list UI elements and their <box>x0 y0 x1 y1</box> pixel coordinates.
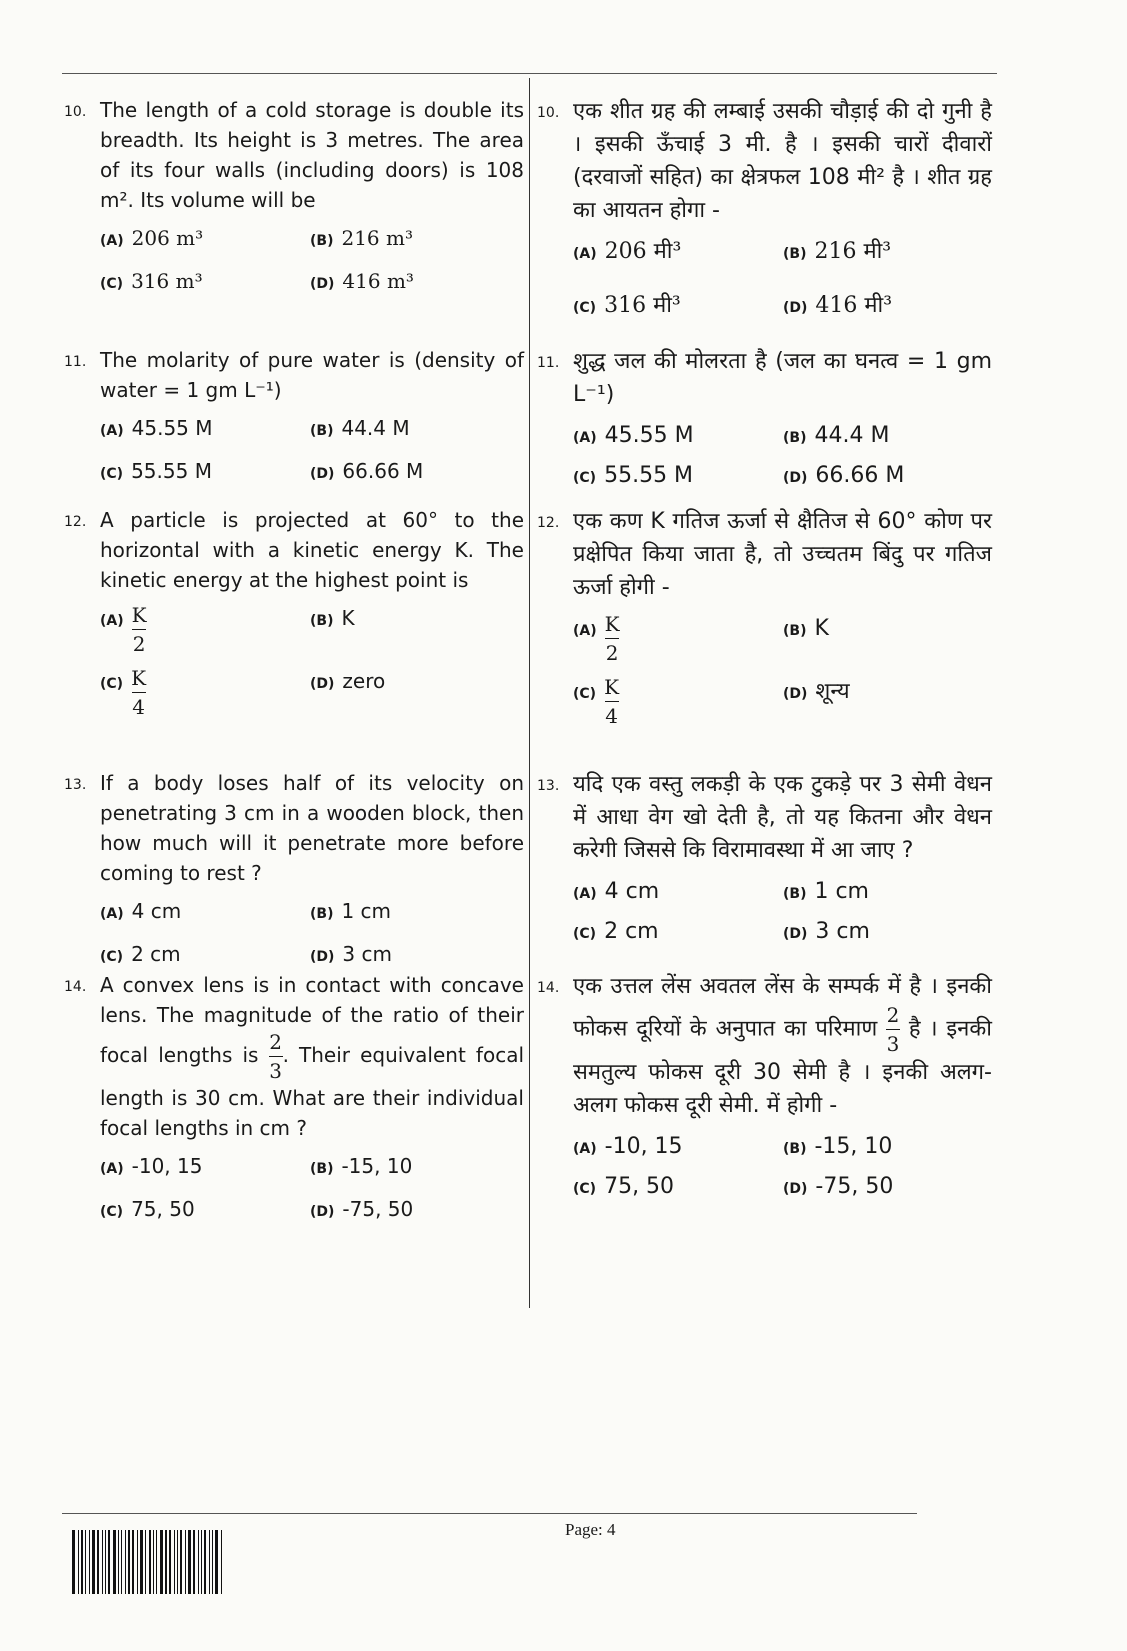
barcode-stripe <box>215 1530 218 1594</box>
barcode-stripe <box>102 1530 103 1594</box>
barcode-stripe <box>156 1530 157 1594</box>
barcode-stripe <box>108 1530 110 1594</box>
question-text: The molarity of pure water is (density of water = 1 gm L⁻¹) <box>100 348 524 402</box>
barcode-stripe <box>97 1530 99 1594</box>
option-a: (A) 45.55 M <box>100 416 213 440</box>
option-b: (B) -15, 10 <box>783 1134 893 1159</box>
option-d: (D) -75, 50 <box>783 1174 894 1199</box>
barcode-stripe <box>125 1530 126 1594</box>
options <box>573 419 992 495</box>
option-b: (B) 216 m³ <box>310 226 413 250</box>
question-text: शुद्ध जल की मोलरता है (जल का घनत्व = 1 gm L⁻¹) <box>573 349 992 407</box>
fraction-bar <box>605 638 619 639</box>
options <box>573 612 992 728</box>
question-number: 13. <box>64 777 87 793</box>
question-12-hi <box>537 505 992 728</box>
question-text: एक उत्तल लेंस अवतल लेंस के सम्पर्क में है । इनकी फोकस दूरियों के अनुपात का परिमाण $\frac{2}{3}$ है । इनकी समतुल्य फोकस दूरी 30 सेमी है । इनकी अलग-अलग फोकस दूरी सेमी. में होगी - <box>573 974 992 1118</box>
question-number: 11. <box>64 354 87 370</box>
question-text: एक शीत ग्रह की लम्बाई उसकी चौड़ाई की दो गुनी है । इसकी ऊँचाई 3 मी. है । इसकी चारों दीवारों (दरवाजों सहित) का क्षेत्रफल 108 मी² है । शीत ग्रह का आयतन होगा - <box>573 99 992 223</box>
option-c: (C) 2 cm <box>100 942 181 966</box>
fraction: $\frac{K}{4}$ <box>604 675 620 728</box>
option-a: (A) $\frac{K}{2}$ <box>573 612 620 665</box>
option-c: (C) $\frac{K}{4}$ <box>100 666 147 719</box>
option-d: (D) 3 cm <box>310 942 392 966</box>
option-d: (D) 3 cm <box>783 919 870 944</box>
option-a: (A) -10, 15 <box>573 1134 683 1159</box>
bottom-rule <box>62 1513 917 1514</box>
option-a: (A) 4 cm <box>100 899 182 923</box>
barcode-stripe <box>78 1530 79 1594</box>
fraction: $\frac{2}{3}$ <box>886 1003 900 1056</box>
question-14-en <box>64 970 524 1227</box>
options <box>100 896 524 972</box>
barcode-stripe <box>153 1530 154 1594</box>
barcode-stripe <box>198 1530 199 1594</box>
fraction-bar <box>132 692 146 693</box>
barcode-stripe <box>145 1530 146 1594</box>
options <box>100 223 524 299</box>
fraction-bar <box>605 701 619 702</box>
barcode-stripe <box>92 1530 95 1594</box>
barcode-stripe <box>113 1530 116 1594</box>
option-b: (B) K <box>783 616 829 641</box>
option-a: (A) 45.55 M <box>573 423 694 448</box>
option-a: (A) $\frac{K}{2}$ <box>100 603 147 656</box>
option-d: (D) zero <box>310 669 386 693</box>
barcode-stripe <box>149 1530 151 1594</box>
barcode-stripe <box>165 1530 167 1594</box>
barcode-stripe <box>105 1530 106 1594</box>
fraction: $\frac{K}{2}$ <box>131 603 147 656</box>
option-d: (D) 66.66 M <box>783 463 905 488</box>
barcode-stripe <box>169 1530 171 1594</box>
option-b: (B) -15, 10 <box>310 1154 413 1178</box>
barcode-stripe <box>180 1530 182 1594</box>
option-c: (C) 316 मी³ <box>573 293 681 318</box>
barcode-stripe <box>128 1530 130 1594</box>
question-number: 10. <box>64 104 87 120</box>
option-a: (A) 206 m³ <box>100 226 204 250</box>
options <box>100 1151 524 1227</box>
question-10-hi <box>537 95 992 325</box>
options <box>573 235 992 325</box>
question-number: 12. <box>64 514 87 530</box>
question-number: 10. <box>537 105 560 121</box>
question-number: 12. <box>537 515 560 531</box>
question-text: A convex lens is in contact with concave lens. The magnitude of the ratio of their focal lengths is $\frac{2}{3}$ . Their equivalent focal length is 30 cm. What are their individual focal lengths in cm ? <box>100 973 525 1140</box>
barcode-stripe <box>121 1530 122 1594</box>
barcode-stripe <box>174 1530 175 1594</box>
question-13-en <box>64 768 524 972</box>
fraction: $\frac{K}{4}$ <box>131 666 147 719</box>
barcode-stripe <box>137 1530 138 1594</box>
barcode-image <box>72 1530 256 1594</box>
question-12-en <box>64 505 524 719</box>
question-text: एक कण K गतिज ऊर्जा से क्षैतिज से 60° कोण पर प्रक्षेपित किया जाता है, तो उच्चतम बिंदु पर गतिज ऊर्जा होगी - <box>573 509 992 600</box>
option-d: (D) -75, 50 <box>310 1197 414 1221</box>
option-c: (C) 55.55 M <box>100 459 212 483</box>
option-b: (B) 216 मी³ <box>783 239 892 264</box>
question-number: 13. <box>537 778 560 794</box>
top-rule <box>62 73 997 74</box>
options <box>100 603 524 719</box>
barcode-stripe <box>118 1530 119 1594</box>
barcode-stripe <box>221 1530 222 1594</box>
barcode-stripe <box>212 1530 213 1594</box>
question-10-en <box>64 95 524 299</box>
option-a: (A) -10, 15 <box>100 1154 203 1178</box>
option-c: (C) 316 m³ <box>100 269 203 293</box>
question-11-hi <box>537 345 992 495</box>
barcode-stripe <box>72 1530 75 1594</box>
barcode-stripe <box>188 1530 191 1594</box>
question-text: If a body loses half of its velocity on penetrating 3 cm in a wooden block, then how much will it penetrate more before coming to rest ? <box>100 771 524 885</box>
option-c: (C) $\frac{K}{4}$ <box>573 675 620 728</box>
barcode-stripe <box>160 1530 163 1594</box>
option-a: (A) 206 मी³ <box>573 239 682 264</box>
options <box>573 1130 992 1206</box>
option-b: (B) 44.4 M <box>310 416 410 440</box>
option-b: (B) 1 cm <box>783 879 869 904</box>
barcode-stripe <box>185 1530 186 1594</box>
barcode-stripe <box>177 1530 178 1594</box>
option-d: (D) 416 m³ <box>310 269 414 293</box>
question-text: A particle is projected at 60° to the horizontal with a kinetic energy K. The kinetic energy at the highest point is <box>100 508 524 592</box>
option-c: (C) 75, 50 <box>573 1174 675 1199</box>
fraction-bar <box>269 1056 283 1057</box>
fraction: $\frac{2}{3}$ <box>269 1030 282 1083</box>
fraction-bar <box>132 629 146 630</box>
fraction: $\frac{K}{2}$ <box>604 612 620 665</box>
question-13-hi <box>537 768 992 951</box>
option-c: (C) 55.55 M <box>573 463 694 488</box>
barcode-stripe <box>89 1530 90 1594</box>
question-number: 14. <box>537 980 560 996</box>
barcode-stripe <box>81 1530 83 1594</box>
option-a: (A) 4 cm <box>573 879 660 904</box>
option-d: (D) 416 मी³ <box>783 293 893 318</box>
option-d: (D) शून्य <box>783 679 850 704</box>
question-text: यदि एक वस्तु लकड़ी के एक टुकड़े पर 3 सेमी वेधन में आधा वेग खो देती है, तो यह कितना और वेधन करेगी जिससे कि विरामावस्था में आ जाए ? <box>573 772 992 863</box>
barcode-stripe <box>204 1530 206 1594</box>
barcode-stripe <box>201 1530 202 1594</box>
question-text: The length of a cold storage is double its breadth. Its height is 3 metres. The area of its four walls (including doors) is 108 m². Its volume will be <box>100 98 524 212</box>
barcode-stripe <box>209 1530 210 1594</box>
barcode-stripe <box>140 1530 143 1594</box>
option-c: (C) 2 cm <box>573 919 659 944</box>
column-divider <box>529 78 530 1308</box>
options <box>100 413 524 489</box>
barcode-stripe <box>132 1530 134 1594</box>
options <box>573 875 992 951</box>
barcode-stripe <box>85 1530 86 1594</box>
option-d: (D) 66.66 M <box>310 459 424 483</box>
question-14-hi <box>537 970 992 1206</box>
page-number: Page: 4 <box>565 1520 616 1539</box>
option-b: (B) 1 cm <box>310 899 392 923</box>
option-c: (C) 75, 50 <box>100 1197 195 1221</box>
fraction-bar <box>886 1029 900 1030</box>
question-11-en <box>64 345 524 489</box>
question-number: 14. <box>64 979 87 995</box>
option-b: (B) 44.4 M <box>783 423 890 448</box>
option-b: (B) K <box>310 606 355 630</box>
barcode-stripe <box>193 1530 195 1594</box>
question-number: 11. <box>537 355 560 371</box>
